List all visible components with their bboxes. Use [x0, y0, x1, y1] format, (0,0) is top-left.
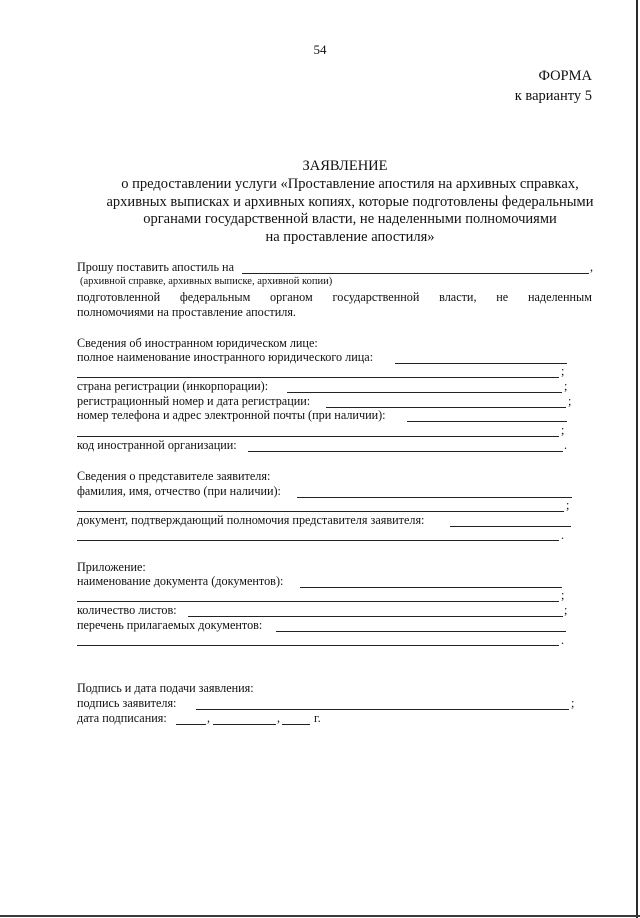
- scan-edge-bottom: [0, 915, 640, 917]
- contacts-line-2[interactable]: [77, 436, 559, 437]
- subtitle-line: на проставление апостиля»: [265, 228, 435, 245]
- request-word: органом: [270, 290, 313, 304]
- contacts-label: номер телефона и адрес электронной почты (при наличии):: [77, 408, 386, 422]
- representative-document-line[interactable]: [450, 526, 571, 527]
- representative-heading: Сведения о представителе заявителя:: [77, 469, 271, 483]
- signature-semicolon: ;: [571, 696, 575, 710]
- form-variant: к варианту 5: [514, 88, 592, 104]
- request-word: государственной: [332, 290, 420, 304]
- doc-name-line[interactable]: [300, 587, 562, 588]
- request-word: федеральным: [179, 290, 251, 304]
- fio-label: фамилия, имя, отчество (при наличии):: [77, 484, 281, 498]
- request-label: Прошу поставить апостиль на: [77, 260, 234, 274]
- request-word: подготовленной: [77, 290, 161, 304]
- subtitle-line: архивных выписках и архивных копиях, которые подготовлены федеральными: [106, 193, 594, 210]
- year-suffix: г.: [314, 711, 321, 725]
- fio-line-2[interactable]: [77, 511, 564, 512]
- subtitle-line: о предоставлении услуги «Проставление апостиля на архивных справках,: [121, 176, 579, 192]
- request-word: не: [496, 290, 509, 304]
- org-code-label: код иностранной организации:: [77, 438, 237, 452]
- scan-edge-right: [636, 0, 638, 918]
- date-comma-1: ,: [207, 711, 211, 725]
- date-comma-2: ,: [277, 711, 281, 725]
- documents-list-period: .: [561, 633, 565, 647]
- representative-document-line-2[interactable]: [77, 540, 559, 541]
- org-code-period: .: [564, 438, 568, 452]
- representative-document-period: .: [561, 528, 565, 542]
- full-name-line[interactable]: [395, 363, 567, 364]
- signature-line[interactable]: [196, 709, 569, 710]
- fio-line[interactable]: [297, 497, 572, 498]
- request-blank-line[interactable]: [242, 273, 589, 274]
- full-name-label: полное наименование иностранного юридического лица:: [77, 350, 374, 364]
- sheets-line[interactable]: [188, 616, 563, 617]
- country-line[interactable]: [287, 392, 562, 393]
- request-hint: (архивной справке, архивных выписке, архивной копии): [80, 276, 333, 287]
- country-semicolon: ;: [564, 379, 568, 393]
- date-label: дата подписания:: [77, 711, 167, 725]
- request-comma: ,: [590, 260, 594, 274]
- org-code-line[interactable]: [248, 451, 563, 452]
- document-title: ЗАЯВЛЕНИЕ: [302, 158, 388, 174]
- foreign-entity-heading: Сведения об иностранном юридическом лице:: [77, 336, 318, 350]
- sheets-label: количество листов:: [77, 603, 177, 617]
- signature-heading: Подпись и дата подачи заявления:: [77, 681, 254, 695]
- date-month-line[interactable]: [213, 724, 276, 725]
- full-name-semicolon: ;: [561, 364, 565, 378]
- documents-list-label: перечень прилагаемых документов:: [77, 618, 263, 632]
- documents-list-line-2[interactable]: [77, 645, 559, 646]
- doc-name-line-2[interactable]: [77, 601, 559, 602]
- page-number: 54: [313, 42, 327, 57]
- representative-document-label: документ, подтверждающий полномочия представителя заявителя:: [77, 513, 425, 527]
- signature-label: подпись заявителя:: [77, 696, 177, 710]
- fio-semicolon: ;: [566, 498, 570, 512]
- request-word: наделенным: [527, 290, 592, 304]
- documents-list-line[interactable]: [276, 631, 566, 632]
- reg-number-label: регистрационный номер и дата регистрации:: [77, 394, 311, 408]
- date-year-line[interactable]: [282, 724, 310, 725]
- contacts-semicolon: ;: [561, 423, 565, 437]
- request-line-2: [77, 290, 592, 305]
- country-label: страна регистрации (инкорпорации):: [77, 379, 269, 393]
- sheets-semicolon: ;: [564, 603, 568, 617]
- request-line-3: полномочиями на проставление апостиля.: [77, 305, 296, 319]
- full-name-line-2[interactable]: [77, 377, 559, 378]
- request-word: власти,: [439, 290, 477, 304]
- attachment-heading: Приложение:: [77, 560, 146, 574]
- form-label: ФОРМА: [538, 68, 592, 84]
- doc-name-semicolon: ;: [561, 588, 565, 602]
- contacts-line[interactable]: [407, 421, 567, 422]
- subtitle-line: органами государственной власти, не наделенными полномочиями: [143, 211, 557, 227]
- doc-name-label: наименование документа (документов):: [77, 574, 284, 588]
- reg-number-semicolon: ;: [568, 394, 572, 408]
- document-subtitle: [60, 176, 640, 246]
- date-day-line[interactable]: [176, 724, 206, 725]
